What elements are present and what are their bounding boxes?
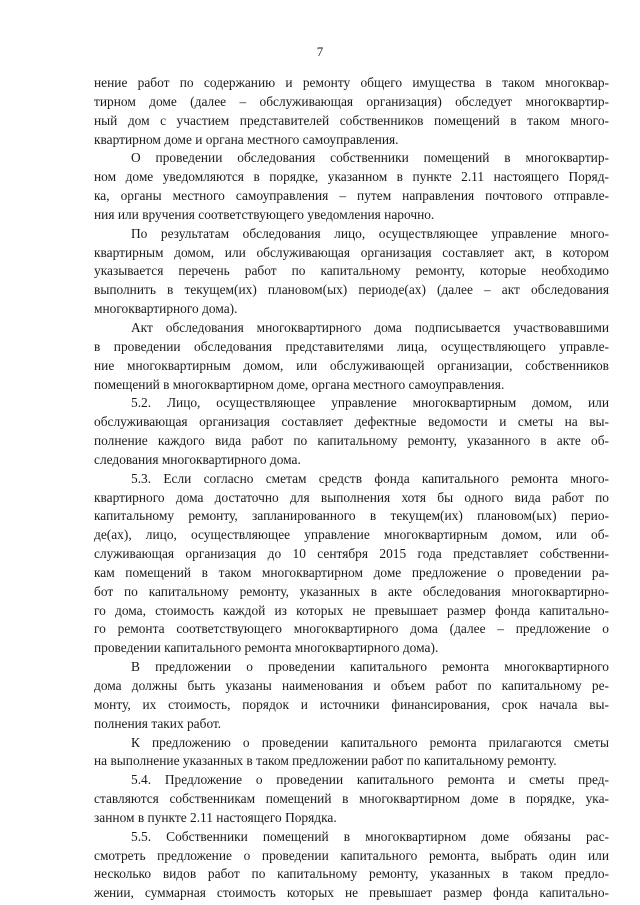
text-line: ка, органы местного самоуправления – путем направления почтового отправле- (94, 188, 609, 204)
text-line: В предложении о проведении капитального ремонта многоквартирного (131, 659, 609, 675)
text-line: полнения таких работ. (94, 715, 222, 731)
text-line: ставляются собственникам помещений в многоквартирном доме в порядке, ука- (94, 791, 609, 807)
text-line: проведении капитального ремонта многоквартирного дома). (94, 640, 439, 656)
text-line: де(ах), лицо, осуществляющее управление многоквартирным домом, или об- (94, 527, 609, 543)
text-line: капитальному ремонту, запланированного в текущем(их) плановом(ых) перио- (94, 508, 609, 524)
page-number: 7 (316, 44, 324, 59)
text-line: квартирным домом, или обслуживающая организация составляет акт, в котором (94, 244, 609, 260)
text-line: многоквартирного дома). (94, 301, 238, 317)
text-line: несколько видов работ по капитальному ремонту, указанных в таком предло- (94, 866, 609, 882)
text-line: ном доме уведомляются в порядке, указанном в пункте 2.11 настоящего Поряд- (94, 169, 609, 185)
text-line: По результатам обследования лицо, осуществляющее управление много- (131, 225, 609, 241)
text-line: 5.4. Предложение о проведении капитального ремонта и сметы пред- (131, 772, 609, 788)
paragraph-continuation (94, 74, 609, 149)
text-line: ние многоквартирным домом, или обслуживающей организации, собственников (94, 357, 609, 373)
text-line: квартирного дома достаточно для выполнения хотя бы одного вида работ по (94, 489, 609, 505)
text-line: К предложению о проведении капитального ремонта прилагаются сметы (131, 734, 609, 750)
text-line: помещений в многоквартирном доме, органа местного самоуправления. (94, 376, 505, 392)
text-line: ния или вручения соответствующего уведомления нарочно. (94, 206, 435, 222)
text-line: 5.5. Собственники помещений в многоквартирном доме обязаны рас- (131, 828, 609, 844)
paragraph-proposal-contents (94, 658, 609, 733)
text-line: монту, их стоимость, порядок и источники финансирования, срок начала вы- (94, 696, 609, 712)
paragraph-act-signing (94, 319, 609, 394)
text-line: 5.3. Если согласно сметам средств фонда капитального ремонта много- (131, 470, 609, 486)
text-line: служивающая организация до 10 сентября 2015 года представляет собственни- (94, 546, 609, 562)
text-line: квартирном доме и органа местного самоуправления. (94, 131, 399, 147)
text-line: следования многоквартирного дома. (94, 451, 301, 467)
text-line: жении, суммарная стоимость которых не превышает размер фонда капитально- (94, 885, 609, 901)
text-line: ный дом с участием представителей собственников помещений в таком много- (94, 112, 609, 128)
text-line: занном в пункте 2.11 настоящего Порядка. (94, 809, 337, 825)
paragraph-estimates-attached (94, 734, 609, 772)
paragraph-inspection-act (94, 225, 609, 319)
paragraph-5-2 (94, 394, 609, 469)
text-line: в проведении обследования представителями лица, осуществляющего управле- (94, 338, 609, 354)
text-line: обслуживающая организация составляет дефектные ведомости и сметы на вы- (94, 414, 609, 430)
text-line: выполнить в текущем(их) плановом(ых) периоде(ах) (далее – акт обследования (94, 282, 609, 298)
text-line: бот по капитальному ремонту, указанных в акте обследования многоквартирно- (94, 583, 609, 599)
text-line: го дома, стоимость каждой из которых не превышает размер фонда капитально- (94, 602, 609, 618)
text-line: на выполнение указанных в таком предложении работ по капитальному ремонту. (94, 753, 557, 769)
text-line: нение работ по содержанию и ремонту общего имущества в таком многоквар- (94, 75, 609, 90)
text-line: го ремонта соответствующего многоквартирного дома (далее – предложение о (94, 621, 609, 637)
text-line: дома должны быть указаны наименования и объем работ по капитальному ре- (94, 678, 609, 693)
text-line: О проведении обследования собственники помещений в многоквартир- (131, 150, 609, 166)
text-line: 5.2. Лицо, осуществляющее управление многоквартирным домом, или (131, 395, 609, 411)
document-body (94, 74, 609, 903)
paragraph-notification (94, 149, 609, 224)
text-line: Акт обследования многоквартирного дома подписывается участвовавшими (131, 319, 609, 335)
paragraph-5-5 (94, 828, 609, 903)
text-line: указывается перечень работ по капитальному ремонту, которые необходимо (94, 263, 609, 279)
paragraph-5-4 (94, 771, 609, 828)
text-line: тирном доме (далее – обслуживающая организация) обследует многоквартир- (94, 93, 609, 109)
text-line: кам помещений в таком многоквартирном доме предложение о проведении ра- (94, 564, 609, 580)
paragraph-5-3 (94, 470, 609, 658)
text-line: полнение каждого вида работ по капитальному ремонту, указанного в акте об- (94, 433, 609, 449)
text-line: смотреть предложение о проведении капитального ремонта, выбрать один или (94, 847, 609, 863)
